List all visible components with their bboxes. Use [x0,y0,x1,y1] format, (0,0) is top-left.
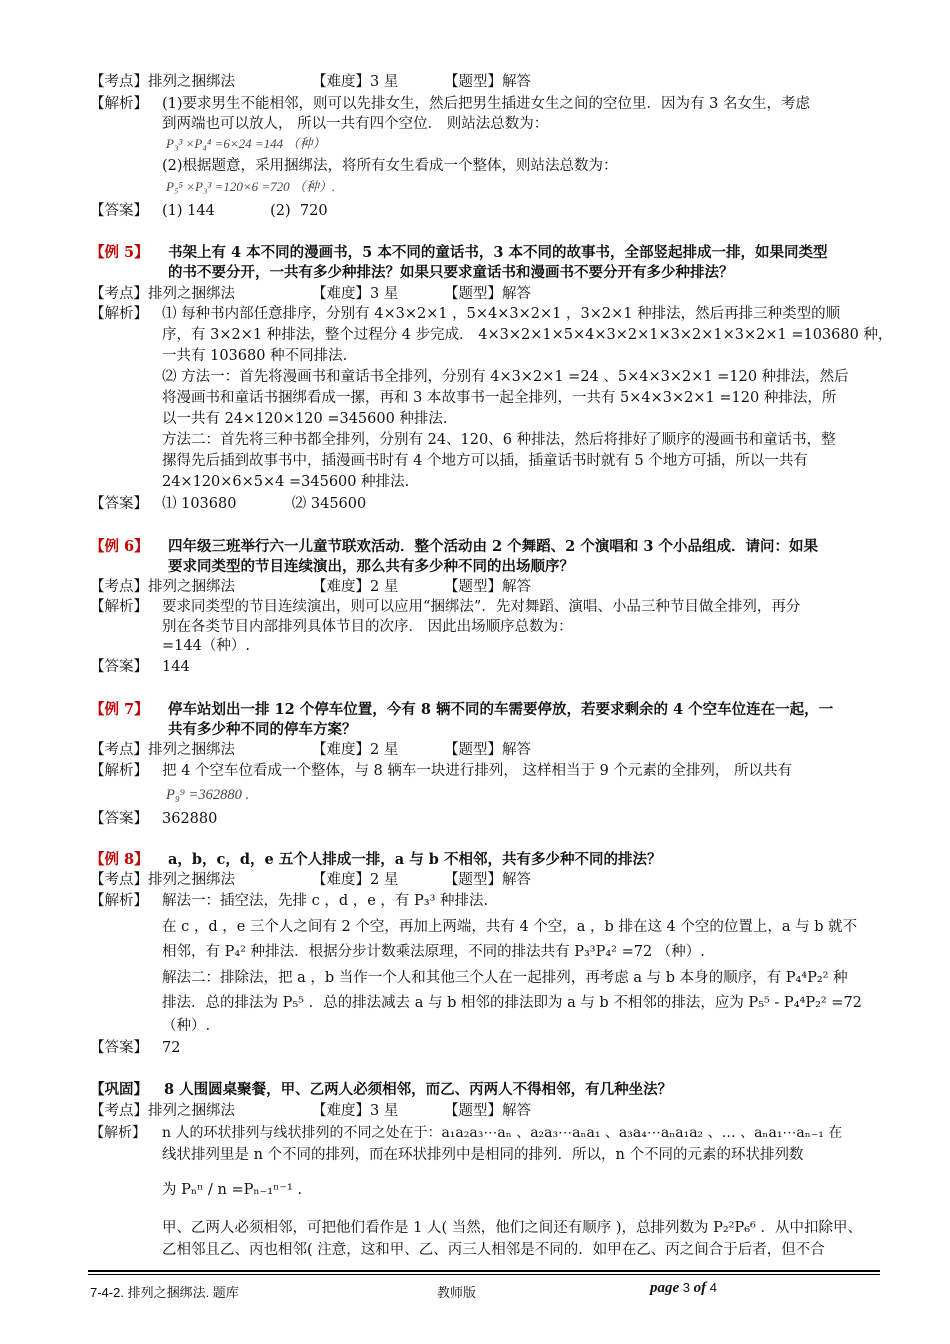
analysis-line: 以一共有 24×120×120 =345600 种排法. [162,411,448,427]
analysis-line: 将漫画书和童话书捆绑看成一摞，再和 3 本故事书一起全排列，一共有 5×4×3×2×1 =120 种排法，所 [162,390,837,406]
tixing: 【题型】解答 [444,1103,531,1119]
example-6 [90,537,818,557]
analysis-line [90,304,840,324]
answer-text: 144 [162,659,190,675]
answer-text: 362880 [162,811,218,827]
page-word: page [650,1280,680,1296]
analysis-label: 【解析】 [90,763,148,779]
question-text: 书架上有 4 本不同的漫画书，5 本不同的童话书，3 本不同的故事书，全部竖起排成一排，如果同类型 [168,244,828,261]
page-number [650,1280,717,1297]
question-text: 的书不要分开，一共有多少种排法？如果只要求童话书和漫画书不要分开有多少种排法？ [168,264,734,281]
answer-text: (1) 144 (2) 720 [162,203,328,219]
answer-text: ⑴ 103680 ⑵ 345600 [162,496,367,512]
kaodian: 【考点】排列之捆绑法 [90,579,235,595]
answer-line [90,809,217,829]
analysis-label: 【解析】 [90,893,148,909]
analysis-line: 线状排列里是 n 个不同的排列，而在环状排列中是相同的排列．所以，n 个不同的元素的环状排列数 [162,1147,804,1163]
consolidation-label: 【巩固】 [90,1081,148,1098]
meta-row [90,577,531,597]
answer-line [90,657,190,677]
analysis-line [90,1123,842,1143]
example-5 [90,243,827,263]
answer-line [90,201,328,221]
analysis-line [90,891,488,911]
analysis-text: n 人的环状排列与线状排列的不同之处在于：a₁a₂a₃⋯aₙ 、a₂a₃⋯aₙa₁ 、a₃a₄⋯aₙa₁a₂ 、… 、aₙa₁⋯aₙ₋₁ 在 [162,1125,843,1141]
tixing: 【题型】解答 [444,579,531,595]
example-label: 【例 7】 [90,701,149,718]
analysis-label: 【解析】 [90,1125,146,1141]
analysis-text: 把 4 个空车位看成一个整体，与 8 辆车一块进行排列， 这样相当于 9 个元素的全排列， 所以共有 [162,763,793,779]
nandu: 【难度】3 星 [312,286,399,302]
example-label: 【例 8】 [90,851,149,868]
meta-row [90,284,531,304]
analysis-line: 到两端也可以放人， 所以一共有四个空位． 则站法总数为： [162,116,549,132]
analysis-text: 解法一：插空法，先排 c ，d ，e ，有 P₃³ 种排法. [162,893,489,909]
analysis-line: 在 c ，d ，e 三个人之间有 2 个空，再加上两端，共有 4 个空，a ，b 排在这 4 个空的位置上，a 与 b 就不 [162,919,858,935]
question-text: 要求同类型的节目连续演出，那么共有多少种不同的出场顺序？ [168,558,574,575]
nandu: 【难度】2 星 [312,872,399,888]
tixing: 【题型】解答 [444,872,531,888]
question-text: 共有多少种不同的停车方案？ [168,721,357,738]
tixing: 【题型】解答 [444,286,531,302]
analysis-line [90,597,800,617]
answer-label: 【答案】 [90,496,148,512]
analysis-line: 为 Pₙⁿ / n =Pₙ₋₁ⁿ⁻¹ . [162,1182,303,1198]
nandu: 【难度】2 星 [312,742,399,758]
analysis-label: 【解析】 [90,306,148,322]
consolidation [90,1080,672,1100]
analysis-line: 摞得先后插到故事书中，插漫画书时有 4 个地方可以插，插童话书时就有 5 个地方可插，所以一共有 [162,453,808,469]
example-8 [90,850,661,870]
answer-label: 【答案】 [90,1040,148,1056]
analysis-line: 相邻，有 P₄² 种排法．根据分步计数乘法原理，不同的排法共有 P₃³P₄² =72 （种）. [162,944,705,960]
answer-label: 【答案】 [90,659,148,675]
analysis-line: 序，有 3×2×1 种排法，整个过程分 4 步完成． 4×3×2×1×5×4×3×2×1×3×2×1×3×2×1 =103680 种， [162,327,893,343]
kaodian: 【考点】排列之捆绑法 [90,1103,235,1119]
analysis-text: (1)要求男生不能相邻，则可以先排女生，然后把男生插进女生之间的空位里．因为有 3 名女生，考虑 [162,96,810,112]
analysis-label: 【解析】 [90,96,148,112]
analysis-line [90,761,792,781]
analysis-line: (2)根据题意，采用捆绑法，将所有女生看成一个整体，则站法总数为： [162,158,618,174]
page-current: 3 [682,1280,691,1295]
kaodian: 【考点】排列之捆绑法 [90,872,235,888]
analysis-line: ⑵ 方法一：首先将漫画书和童话书全排列，分别有 4×3×2×1 =24 、5×4×3×2×1 =120 种排法，然后 [162,369,849,385]
analysis-line: 别在各类节目内部排列具体节目的次序． 因此出场顺序总数为： [162,619,573,635]
footer-edition: 教师版 [437,1285,477,1300]
analysis-line: 解法二：排除法，把 a ，b 当作一个人和其他三个人在一起排列，再考虑 a 与 b 本身的顺序，有 P₄⁴P₂² 种 [162,970,848,986]
meta-row [90,870,531,890]
analysis-line: （种）. [162,1018,211,1034]
answer-line [90,1038,180,1058]
question-text: 停车站划出一排 12 个停车位置，今有 8 辆不同的车需要停放，若要求剩余的 4 个空车位连在一起，一 [168,701,834,718]
analysis-line [90,94,810,114]
analysis-line: 乙相邻且乙、丙也相邻( 注意，这和甲、乙、丙三人相邻是不同的．如甲在乙、丙之间合于后者，但不合 [162,1242,825,1258]
meta-row [90,1101,531,1121]
answer-label: 【答案】 [90,811,148,827]
analysis-line: 方法二：首先将三种书都全排列，分别有 24、120、6 种排法，然后将排好了顺序的漫画书和童话书，整 [162,432,836,448]
footer-title: 7-4-2. 排列之捆绑法. 题库 [90,1285,239,1300]
question-text: 8 人围圆桌聚餐，甲、乙两人必须相邻，而乙、丙两人不得相邻，有几种坐法？ [164,1081,673,1098]
answer-line [90,494,366,514]
analysis-line: 排法．总的排法为 P₅⁵ ．总的排法减去 a 与 b 相邻的排法即为 a 与 b 不相邻的排法，应为 P₅⁵ - P₄⁴P₂² =72 [162,995,862,1011]
page-total: 4 [709,1280,718,1295]
analysis-line: 24×120×6×5×4 =345600 种排法. [162,474,410,490]
analysis-text: ⑴ 每种书内部任意排序，分别有 4×3×2×1 ，5×4×3×2×1 ，3×2×1 种排法，然后再排三种类型的顺 [162,306,841,322]
answer-label: 【答案】 [90,203,148,219]
analysis-label: 【解析】 [90,599,148,615]
question-text: a，b，c，d，e 五个人排成一排，a 与 b 不相邻，共有多少种不同的排法？ [168,851,662,868]
example-label: 【例 6】 [90,538,149,555]
nandu: 【难度】3 星 [312,1103,399,1119]
analysis-line: 一共有 103680 种不同排法. [162,348,348,364]
example-7 [90,700,833,720]
kaodian: 【考点】排列之捆绑法 [90,742,235,758]
of-word: of [693,1280,707,1296]
kaodian: 【考点】排列之捆绑法 [90,286,235,302]
formula: P₃³ ×P₄⁴ =6×24 =144 （种） [166,136,326,151]
kaodian: 【考点】排列之捆绑法 [90,74,235,90]
meta-row [90,72,531,92]
formula: P₅⁵ ×P₃³ =120×6 =720 （种）. [166,179,336,194]
tixing: 【题型】解答 [444,742,531,758]
example-label: 【例 5】 [90,244,149,261]
analysis-text: 要求同类型的节目连续演出，则可以应用“捆绑法”．先对舞蹈、演唱、小品三种节目做全排列，再分 [162,599,801,615]
footer-rule-thin [88,1274,880,1275]
answer-text: 72 [162,1040,181,1056]
formula: P₉⁹ =362880 . [166,787,250,803]
analysis-line: =144（种）. [162,638,250,654]
footer-rule [88,1270,880,1272]
nandu: 【难度】2 星 [312,579,399,595]
question-text: 四年级三班举行六一儿童节联欢活动．整个活动由 2 个舞蹈、2 个演唱和 3 个小品组成．请问：如果 [168,538,819,555]
tixing: 【题型】解答 [444,74,531,90]
meta-row [90,740,531,760]
analysis-line: 甲、乙两人必须相邻，可把他们看作是 1 人( 当然，他们之间还有顺序 )，总排列数为 P₂²P₆⁶ ．从中扣除甲、 [162,1220,862,1236]
nandu: 【难度】3 星 [312,74,399,90]
